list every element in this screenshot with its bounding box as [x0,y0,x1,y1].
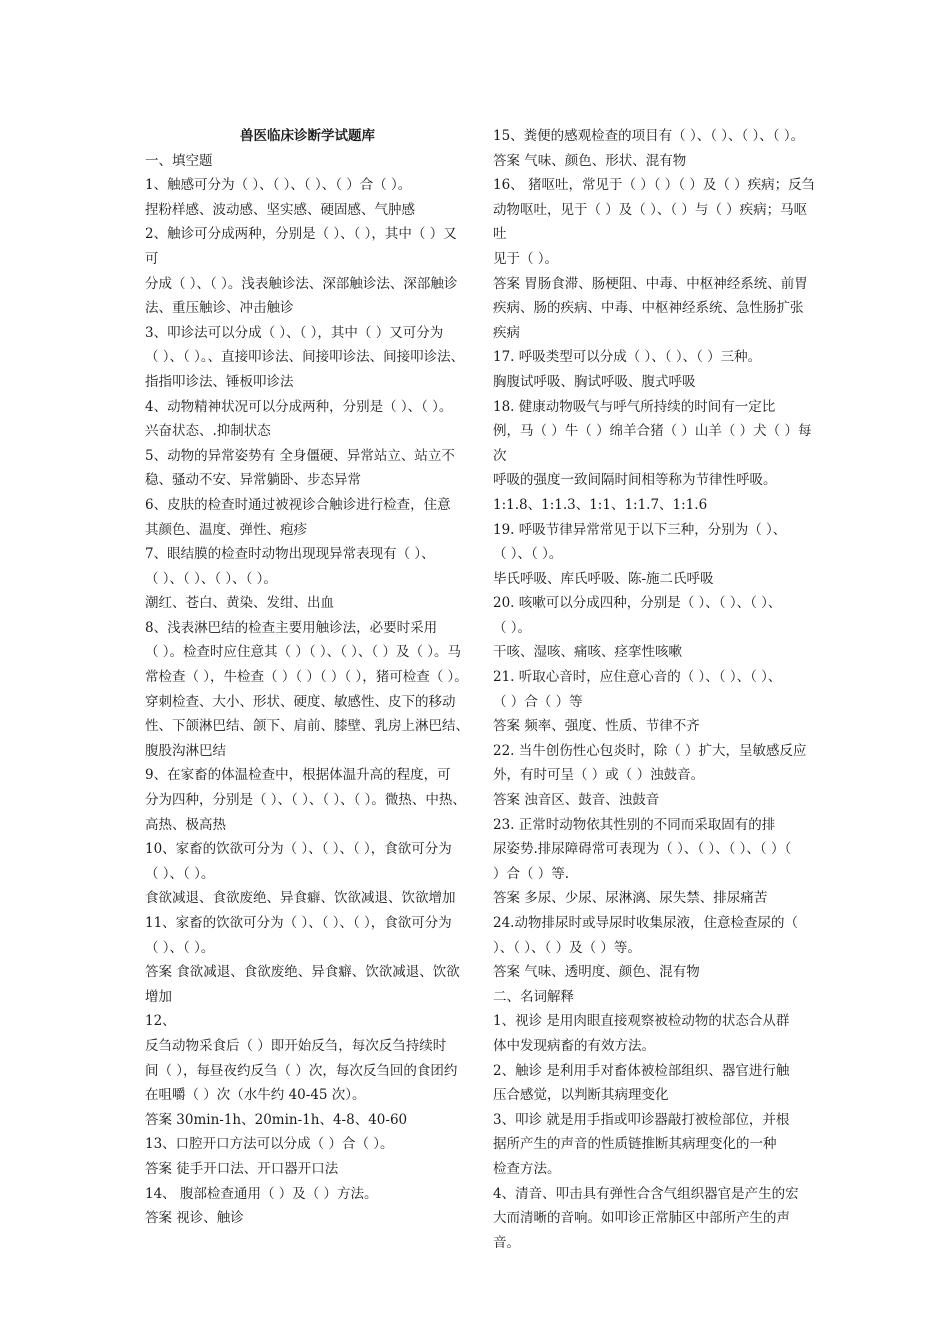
text-line: 据所产生的声音的性质链推断其病理变化的一种 [493,1136,777,1153]
text-line: 13、口腔开口方法可以分成（ ）合（ ）。 [145,1136,394,1153]
text-line: 间（ ），每昼夜约反刍（ ）次，每次反刍回的食团约 [145,1062,458,1079]
text-line: 分成（ ）、（ ）。浅表触诊法、深部触诊法、深部触诊 [145,275,458,292]
text-line: 疾病、肠的疾病、中毒、中枢神经系统、急性肠扩张 [493,300,804,317]
text-line: 4、动物精神状况可以分成两种，分别是（ ）、（ ）。 [145,398,453,415]
text-line: 音。 [493,1234,520,1251]
text-line: ）、（ ）、（ ）及（ ）等。 [493,939,641,956]
text-line: 答案 30min-1h、20min-1h、4-8、40-60 [145,1111,408,1128]
text-line: 胸腹试呼吸、胸试呼吸、腹式呼吸 [493,373,696,390]
document-title: 兽医临床诊断学试题库 [240,128,375,144]
text-line: 食欲减退、食欲废绝、异食癖、饮欲减退、饮欲增加 [145,890,456,907]
text-line: 答案 胃肠食滞、肠梗阻、中毒、中枢神经系统、前胃 [493,275,808,292]
text-line: （ ）、（ ）、（ ）、（ ）。 [145,570,277,587]
text-line: 20. 咳嗽可以分成四种，分别是（ ）、（ ）、（ ）、 [493,595,782,612]
text-line: 21. 听取心音时，应住意心音的（ ）、（ ）、（ ）、 [493,669,782,686]
text-line: 其颜色、温度、弹性、疱疹 [145,521,307,538]
text-line: 压合感觉，以判断其病理变化 [493,1087,669,1104]
text-line: （ ）。 [493,619,532,636]
text-line: 腹股沟淋巴结 [145,742,226,759]
text-line: 体中发现病畜的有效方法。 [493,1037,655,1054]
text-line: 增加 [145,988,172,1005]
text-line: 捏粉样感、波动感、坚实感、硬固感、气肿感 [145,201,415,218]
text-line: 一、填空题 [145,152,213,169]
text-line: 7、眼结膜的检查时动物出现现异常表现有（ ）、 [145,546,435,563]
text-line: 兴奋状态、.抑制状态 [145,423,271,440]
text-line: 18. 健康动物吸气与呼气所持续的时间有一定比 [493,398,776,415]
text-line: 16、 猪呕吐，常见于（ ）（ ）（ ）及（ ）疾病；反刍 [493,177,816,194]
text-line: 答案 频率、强度、性质、节律不齐 [493,718,700,735]
text-line: 例，马（ ）牛（ ）绵羊合猪（ ）山羊（ ）犬（ ）每次 [493,423,812,464]
text-line: 答案 气味、颜色、形状、混有物 [493,152,687,169]
text-line: 常检查（ ），牛检查（ ）（ ）（ ）（ ），猪可检查（ ）。 [145,669,468,686]
text-line: （ ）。检查时应住意其（ ）（ ）、（ ）、（ ）及（ ）。马 [145,644,461,661]
text-line: 22. 当牛创伤性心包炎时，除（ ）扩大，呈敏感反应 [493,742,807,759]
left-column [145,124,470,1231]
text-line: 6、皮肤的检查时通过被视诊合触诊进行检查，住意 [145,496,451,513]
text-line: 分为四种，分别是（ ）、（ ）、（ ）、（ ）。微热、中热、 [145,792,466,809]
text-line: 答案 多尿、少尿、尿淋漓、尿失禁、排尿痛苦 [493,890,768,907]
text-line: 干咳、湿咳、痛咳、痉挛性咳嗽 [493,644,682,661]
text-line: 法、重压触诊、冲击触诊 [145,300,294,317]
text-line: 检查方法。 [493,1160,561,1177]
text-line: 1、触感可分为（ ）、（ ）、（ ）、（ ）合（ ）。 [145,177,412,194]
text-line: 答案 气味、透明度、颜色、混有物 [493,964,700,981]
text-line: 疾病 [493,324,520,341]
text-line: 穿刺检查、大小、形状、硬度、敏感性、皮下的移动 [145,693,456,710]
text-line: （ ）、（ ）。 [145,939,215,956]
text-line: （ ）合（ ）等 [493,693,583,710]
text-line: 反刍动物采食后（ ）即开始反刍，每次反刍持续时 [145,1037,447,1054]
text-line: 17. 呼吸类型可以分成（ ）、（ ）、（ ）三种。 [493,349,762,366]
text-line: （ ）、（ ）。、直接叩诊法、间接叩诊法、间接叩诊法、 [145,349,465,366]
text-line: 14、 腹部检查通用（ ）及（ ）方法。 [145,1185,378,1202]
text-line: 尿姿势.排尿障碍常可表现为（ ）、（ ）、（ ）、（ ）（ [493,841,792,858]
text-line: 指指叩诊法、锤板叩诊法 [145,373,294,390]
text-line: 4、清音、叩击具有弹性合含气组织器官是产生的宏 [493,1185,799,1202]
text-line: 3、叩诊 就是用手指或叩诊器敲打被检部位，并根 [493,1111,790,1128]
text-line: 11、家畜的饮欲可分为（ ）、（ ）、（ ），食欲可分为 [145,915,452,931]
text-line: 8、浅表淋巴结的检查主要用触诊法，必要时采用 [145,619,438,636]
text-line: 呼吸的强度一致间隔时间相等称为节律性呼吸。 [493,472,777,489]
text-line: 大而清晰的音响。如叩诊正常肺区中部所产生的声 [493,1210,790,1227]
right-column [493,124,818,1255]
text-line: 9、在家畜的体温检查中，根据体温升高的程度，可 [145,767,451,784]
text-line: 外，有时可呈（ ）或（ ）浊鼓音。 [493,767,705,784]
text-line: 3、叩诊法可以分成（ ）、（ ），其中（ ）又可分为 [145,324,444,341]
text-line: ）合（ ）等. [493,865,570,882]
right-column-lines [493,124,818,1255]
text-line: 动物呕吐，见于（ ）及（ ）、（ ）与（ ）疾病；马呕吐 [493,201,808,243]
text-line: 见于（ ）。 [493,250,559,267]
text-line: 15、粪便的感观检查的项目有（ ）、（ ）、（ ）、（ ）。 [493,128,805,144]
text-line: 毕氏呼吸、库氏呼吸、陈-施二氏呼吸 [493,570,714,587]
text-line: 性、下颌淋巴结、颌下、肩前、膝壁、乳房上淋巴结、 [145,718,469,735]
text-line: 潮红、苍白、黄染、发绀、出血 [145,595,334,612]
text-line: 答案 食欲减退、食欲废绝、异食癖、饮欲减退、饮欲 [145,964,460,981]
text-line: 1:1.8、1:1.3、1:1、1:1.7、1:1.6 [493,496,708,513]
text-line: 12、 [145,1013,176,1030]
text-line: 1、视诊 是用肉眼直接观察被检动物的状态合从群 [493,1013,790,1030]
text-line: 稳、骚动不安、异常躺卧、步态异常 [145,472,361,489]
text-line: 答案 徒手开口法、开口器开口法 [145,1160,339,1177]
text-line: 24.动物排尿时或导尿时收集尿液，住意检查尿的（ [493,915,798,931]
text-line: 2、触诊 是利用手对畜体被检部组织、器官进行触 [493,1062,790,1079]
text-line: 10、家畜的饮欲可分为（ ）、（ ）、（ ），食欲可分为 [145,841,452,858]
text-line: 5、动物的异常姿势有 全身僵硬、异常站立、站立不 [145,447,455,464]
text-line: 19. 呼吸节律异常常见于以下三种，分别为（ ）、 [493,521,787,538]
text-line: 2、触诊可分成两种，分别是（ ）、（ ），其中（ ）又可 [145,226,457,267]
text-line: 二、名词解释 [493,988,574,1005]
text-line: 在咀嚼（ ）次（水牛约 40-45 次）。 [145,1087,366,1104]
text-line: 高热、极高热 [145,816,226,833]
left-column-lines [145,149,470,1231]
text-line: （ ）、（ ）。 [145,865,215,882]
text-line: （ ）、（ ）。 [493,546,563,563]
text-line: 答案 浊音区、鼓音、浊鼓音 [493,792,660,809]
text-line: 23. 正常时动物依其性别的不同而采取固有的排 [493,816,776,833]
text-line: 答案 视诊、触诊 [145,1210,244,1227]
